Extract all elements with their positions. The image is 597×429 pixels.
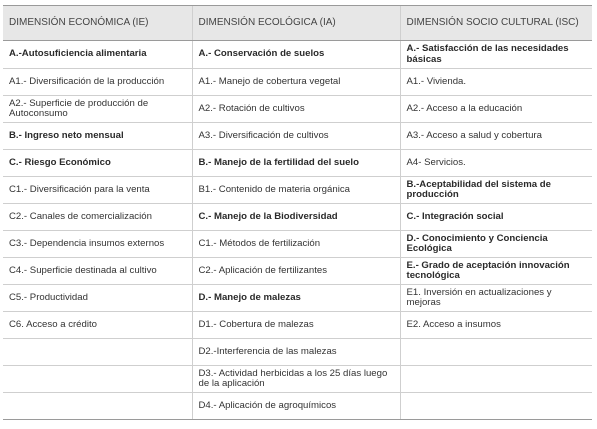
cell-ecological: D3.- Actividad herbicidas a los 25 días luego de la aplicación xyxy=(192,366,400,393)
cell-ecological: D1.- Cobertura de malezas xyxy=(192,312,400,339)
cell-sociocultural: E1. Inversión en actualizaciones y mejoras xyxy=(400,285,592,312)
table-row xyxy=(3,258,592,285)
cell-economic xyxy=(3,393,192,420)
cell-ecological: D.- Manejo de malezas xyxy=(192,285,400,312)
cell-sociocultural xyxy=(400,339,592,366)
table-row xyxy=(3,312,592,339)
table-row xyxy=(3,393,592,420)
table-row xyxy=(3,339,592,366)
cell-economic: C5.- Productividad xyxy=(3,285,192,312)
table-row xyxy=(3,69,592,96)
cell-economic xyxy=(3,366,192,393)
table-row xyxy=(3,177,592,204)
table-row xyxy=(3,204,592,231)
cell-ecological: A3.- Diversificación de cultivos xyxy=(192,123,400,150)
header-row xyxy=(3,6,592,41)
cell-ecological: C1.- Métodos de fertilización xyxy=(192,231,400,258)
cell-ecological: D4.- Aplicación de agroquímicos xyxy=(192,393,400,420)
cell-sociocultural: E.- Grado de aceptación innovación tecnológica xyxy=(400,258,592,285)
cell-economic xyxy=(3,339,192,366)
header-ecological: DIMENSIÓN ECOLÓGICA (IA) xyxy=(192,6,400,41)
cell-economic: C.- Riesgo Económico xyxy=(3,150,192,177)
table-row xyxy=(3,96,592,123)
cell-sociocultural: C.- Integración social xyxy=(400,204,592,231)
table-body xyxy=(3,41,592,420)
cell-economic: C6. Acceso a crédito xyxy=(3,312,192,339)
cell-ecological: A1.- Manejo de cobertura vegetal xyxy=(192,69,400,96)
cell-ecological: B.- Manejo de la fertilidad del suelo xyxy=(192,150,400,177)
cell-sociocultural xyxy=(400,366,592,393)
table-row xyxy=(3,41,592,69)
table-row xyxy=(3,231,592,258)
cell-economic: B.- Ingreso neto mensual xyxy=(3,123,192,150)
header-economic: DIMENSIÓN ECONÓMICA (IE) xyxy=(3,6,192,41)
cell-ecological: D2.-Interferencia de las malezas xyxy=(192,339,400,366)
cell-ecological: B1.- Contenido de materia orgánica xyxy=(192,177,400,204)
cell-economic: A2.- Superficie de producción de Autoconsumo xyxy=(3,96,192,123)
cell-economic: A1.- Diversificación de la producción xyxy=(3,69,192,96)
cell-ecological: C2.- Aplicación de fertilizantes xyxy=(192,258,400,285)
table-row xyxy=(3,123,592,150)
table-row xyxy=(3,366,592,393)
table-head xyxy=(3,6,592,41)
cell-economic: C2.- Canales de comercialización xyxy=(3,204,192,231)
dimensions-table xyxy=(3,5,592,420)
cell-ecological: A2.- Rotación de cultivos xyxy=(192,96,400,123)
cell-sociocultural: A1.- Vivienda. xyxy=(400,69,592,96)
cell-sociocultural xyxy=(400,393,592,420)
cell-sociocultural: A3.- Acceso a salud y cobertura xyxy=(400,123,592,150)
cell-sociocultural: E2. Acceso a insumos xyxy=(400,312,592,339)
cell-sociocultural: D.- Conocimiento y Conciencia Ecológica xyxy=(400,231,592,258)
cell-ecological: A.- Conservación de suelos xyxy=(192,41,400,69)
cell-sociocultural: A2.- Acceso a la educación xyxy=(400,96,592,123)
cell-sociocultural: A4- Servicios. xyxy=(400,150,592,177)
table-row xyxy=(3,150,592,177)
header-sociocultural: DIMENSIÓN SOCIO CULTURAL (ISC) xyxy=(400,6,592,41)
cell-economic: C4.- Superficie destinada al cultivo xyxy=(3,258,192,285)
cell-economic: C1.- Diversificación para la venta xyxy=(3,177,192,204)
cell-ecological: C.- Manejo de la Biodiversidad xyxy=(192,204,400,231)
cell-economic: A.-Autosuficiencia alimentaria xyxy=(3,41,192,69)
cell-economic: C3.- Dependencia insumos externos xyxy=(3,231,192,258)
cell-sociocultural: B.-Aceptabilidad del sistema de producción xyxy=(400,177,592,204)
cell-sociocultural: A.- Satisfacción de las necesidades básicas xyxy=(400,41,592,69)
table-row xyxy=(3,285,592,312)
